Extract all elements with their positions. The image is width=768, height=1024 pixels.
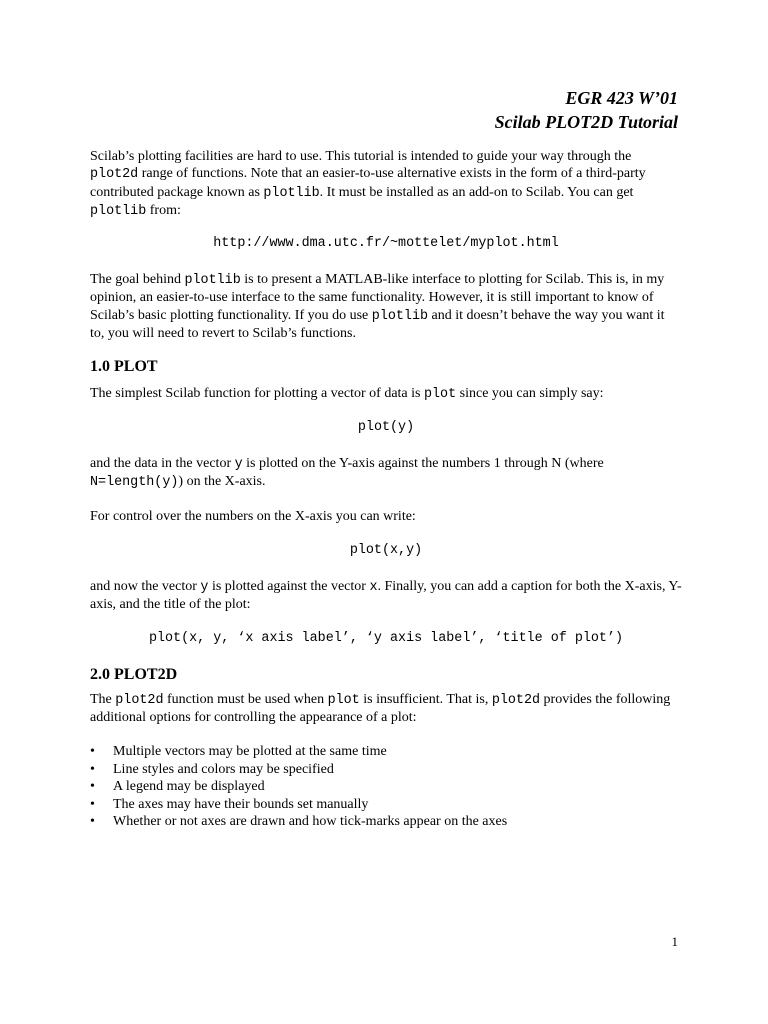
- code-plot-x-y: plot(x,y): [349, 543, 423, 558]
- list-item-text: A legend may be displayed: [113, 779, 265, 795]
- goal-code-plotlib-2: plotlib: [371, 308, 429, 324]
- s2p1-text-4: provides the following additional options for controlling the appearance of a plot:: [90, 692, 671, 726]
- bullet-icon: •: [90, 779, 95, 795]
- goal-text-3: and it doesn’t behave the way you want it to, you will need to revert to Scilab’s functions.: [90, 307, 665, 341]
- bullet-icon: •: [90, 796, 95, 812]
- s1p4-code-y: y: [200, 580, 209, 595]
- s1p1-text-1: The simplest Scilab function for plotting a vector of data is: [90, 386, 424, 401]
- intro-code-plotlib: plotlib: [263, 185, 320, 201]
- options-list: [90, 743, 682, 831]
- goal-paragraph: [90, 271, 682, 342]
- s1p2-text-1: and the data in the vector: [90, 456, 235, 471]
- s1p2-code-length: N=length(y): [90, 475, 179, 491]
- s1p2-code-y: y: [234, 457, 243, 472]
- s2p1-code-plot2d-2: plot2d: [491, 693, 541, 708]
- s1p4-text-1: and now the vector: [90, 579, 201, 594]
- code-plot-labels: plot(x, y, ‘x axis label’, ‘y axis label’, ‘title of plot’): [148, 631, 624, 646]
- list-item-text: Line styles and colors may be specified: [113, 761, 334, 777]
- s1p2-text-3: ) on the X-axis.: [178, 474, 266, 490]
- list-item: [90, 743, 682, 761]
- list-item-text: Multiple vectors may be plotted at the same time: [113, 744, 387, 759]
- intro-text-4: from:: [146, 202, 181, 218]
- intro-code-plotlib-2: plotlib: [90, 203, 147, 219]
- document-title: Scilab PLOT2D Tutorial: [494, 112, 678, 132]
- list-item-text: The axes may have their bounds set manually: [113, 796, 369, 812]
- section-2-heading: 2.0 PLOT2D: [90, 666, 178, 683]
- code-plot-y: plot(y): [357, 420, 415, 435]
- bullet-icon: •: [90, 744, 95, 759]
- s1p1-code-plot: plot: [423, 387, 457, 402]
- course-label: EGR 423 W’01: [565, 88, 678, 108]
- bullet-icon: •: [90, 814, 95, 830]
- intro-text-2: range of functions. Note that an easier-to-use alternative exists in the form of a third-party contributed package known as: [90, 166, 646, 200]
- goal-text-2: is to present a MATLAB-like interface to plotting for Scilab. This is, in my opinion, an easier-to-use interface to the same functionality. However, it is still important to know of Scilab’s basic plotting functionality. If you do use: [90, 272, 665, 323]
- options-list-container: [90, 743, 682, 831]
- section-1-heading: 1.0 PLOT: [90, 358, 158, 375]
- s2p1-code-plot2d: plot2d: [115, 693, 164, 708]
- page-number: 1: [671, 934, 678, 949]
- s2p1-code-plot: plot: [327, 693, 360, 708]
- intro-code-plot2d: plot2d: [90, 167, 139, 183]
- s1p4-code-x: x: [369, 580, 378, 595]
- s2p1-text-3: is insufficient. That is,: [359, 692, 492, 707]
- s1p2-text-2: is plotted on the Y-axis against the numbers 1 through N (where: [242, 456, 604, 471]
- s1p1-text-2: since you can simply say:: [456, 386, 604, 401]
- section-1-paragraph-1: [90, 385, 682, 403]
- intro-paragraph: [90, 148, 682, 220]
- goal-text-1: The goal behind: [90, 272, 185, 287]
- section-1-paragraph-4: [90, 578, 682, 614]
- s1p4-text-3: . Finally, you can add a caption for both the X-axis, Y-axis, and the title of the plot:: [90, 579, 682, 613]
- list-item: [90, 813, 682, 831]
- list-item-text: Whether or not axes are drawn and how tick-marks appear on the axes: [113, 814, 508, 830]
- goal-code-plotlib: plotlib: [184, 273, 241, 288]
- plotlib-url: http://www.dma.utc.fr/~mottelet/myplot.html: [213, 236, 559, 251]
- intro-text-3: . It must be installed as an add-on to Scilab. You can get: [319, 184, 634, 200]
- s1p4-text-2: is plotted against the vector: [208, 579, 370, 594]
- section-1-paragraph-3: For control over the numbers on the X-axis you can write:: [90, 509, 416, 524]
- section-1-paragraph-2: [90, 455, 682, 492]
- bullet-icon: •: [90, 761, 95, 777]
- s2p1-text-2: function must be used when: [163, 692, 328, 707]
- document-header: [495, 86, 678, 134]
- s2p1-text-1: The: [90, 692, 116, 707]
- section-2-paragraph-1: [90, 691, 682, 727]
- list-item: [90, 761, 682, 779]
- intro-text-1: Scilab’s plotting facilities are hard to use. This tutorial is intended to guide your way through the: [90, 149, 632, 164]
- list-item: [90, 778, 682, 796]
- list-item: [90, 796, 682, 814]
